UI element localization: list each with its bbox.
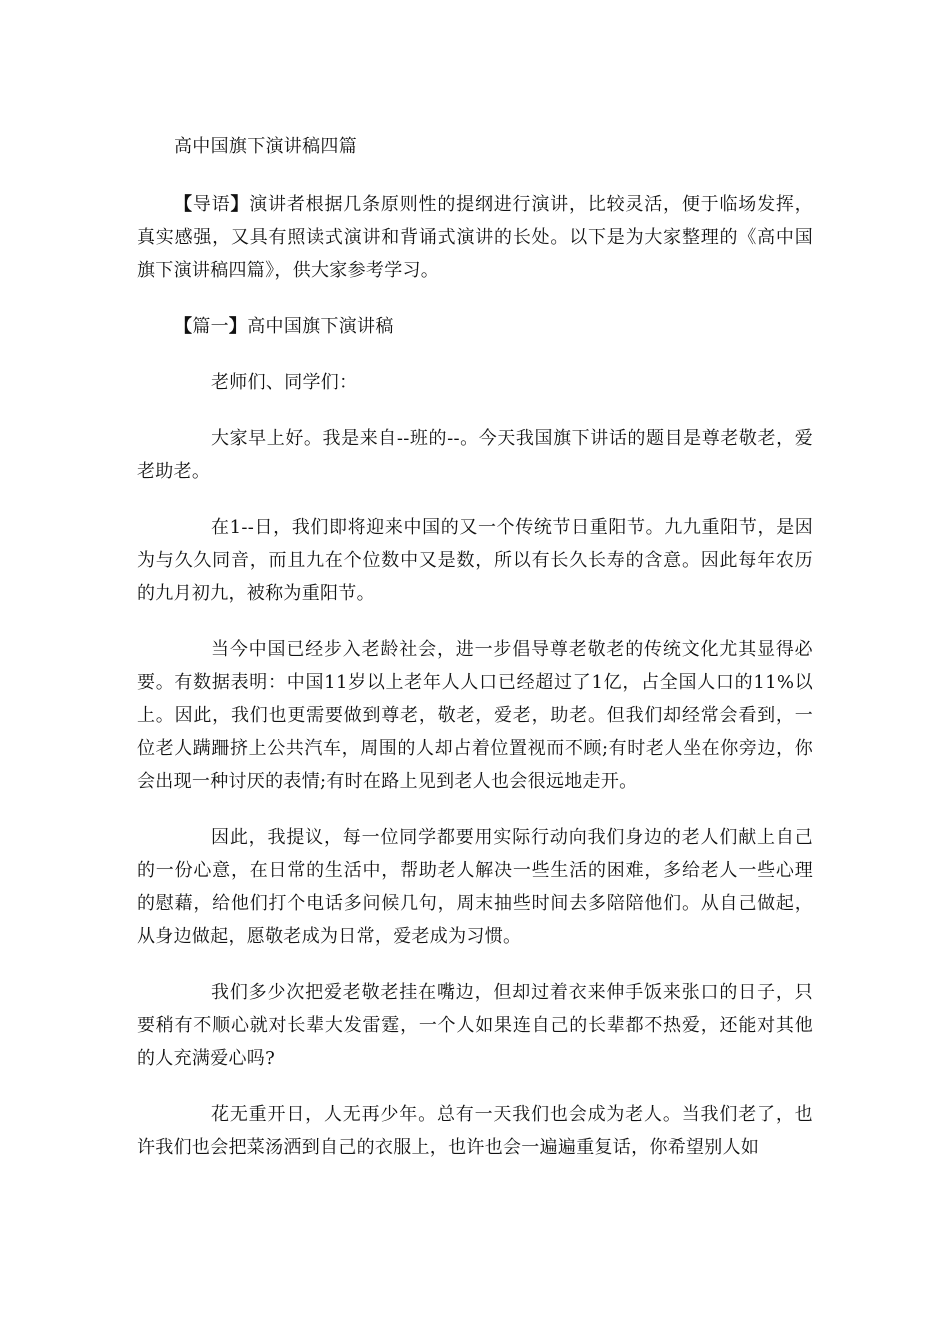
section-heading bbox=[137, 310, 813, 343]
document-body bbox=[137, 130, 813, 1187]
intro-bracket-open: 【 bbox=[174, 194, 193, 215]
body-paragraph: 因此，我提议，每一位同学都要用实际行动向我们身边的老人们献上自己的一份心意，在日常的生活中，帮助老人解决一些生活的困难，多给老人一些心理的慰藉，给他们打个电话多问候几句，周末抽些时间去多陪陪他们。从自己做起，从身边做起，愿敬老成为日常，爱老成为习惯。 bbox=[137, 827, 813, 947]
document-title: 高中国旗下演讲稿四篇 bbox=[174, 136, 357, 157]
body-paragraph: 我们多少次把爱老敬老挂在嘴边，但却过着衣来伸手饭来张口的日子，只要稍有不顺心就对长辈大发雷霆，一个人如果连自己的长辈都不热爱，还能对其他的人充满爱心吗? bbox=[137, 982, 813, 1069]
intro-paragraph bbox=[137, 188, 813, 287]
section-bracket-open: 【 bbox=[174, 316, 193, 337]
body-paragraph: 当今中国已经步入老龄社会，进一步倡导尊老敬老的传统文化尤其显得必要。有数据表明：中国11岁以上老年人人口已经超过了1亿，占全国人口的11%以上。因此，我们也更需要做到尊老，敬老，爱老，助老。但我们却经常会看到，一位老人蹒跚挤上公共汽车，周围的人却占着位置视而不顾;有时老人坐在你旁边，你会出现一种讨厌的表情;有时在路上见到老人也会很远地走开。 bbox=[137, 639, 813, 792]
intro-text: 演讲者根据几条原则性的提纲进行演讲，比较灵活，便于临场发挥，真实感强，又具有照读式演讲和背诵式演讲的长处。以下是为大家整理的《高中国旗下演讲稿四篇》，供大家参考学习。 bbox=[137, 194, 813, 281]
body-paragraph: 在1--日，我们即将迎来中国的又一个传统节日重阳节。九九重阳节，是因为与久久同音，而且九在个位数中又是数，所以有长久长寿的含意。因此每年农历的九月初九，被称为重阳节。 bbox=[137, 517, 813, 604]
body-paragraph: 老师们、同学们： bbox=[211, 372, 358, 393]
section-title: 高中国旗下演讲稿 bbox=[247, 316, 394, 337]
body-paragraph: 花无重开日，人无再少年。总有一天我们也会成为老人。当我们老了，也许我们也会把菜汤洒到自己的衣服上，也许也会一遍遍重复话，你希望别人如 bbox=[137, 1104, 813, 1158]
body-paragraph: 大家早上好。我是来自--班的--。今天我国旗下讲话的题目是尊老敬老，爱老助老。 bbox=[137, 428, 813, 482]
section-tag: 篇一 bbox=[192, 316, 229, 337]
intro-bracket-close: 】 bbox=[230, 194, 250, 215]
section-bracket-close: 】 bbox=[228, 316, 248, 337]
intro-tag: 导语 bbox=[192, 194, 231, 215]
